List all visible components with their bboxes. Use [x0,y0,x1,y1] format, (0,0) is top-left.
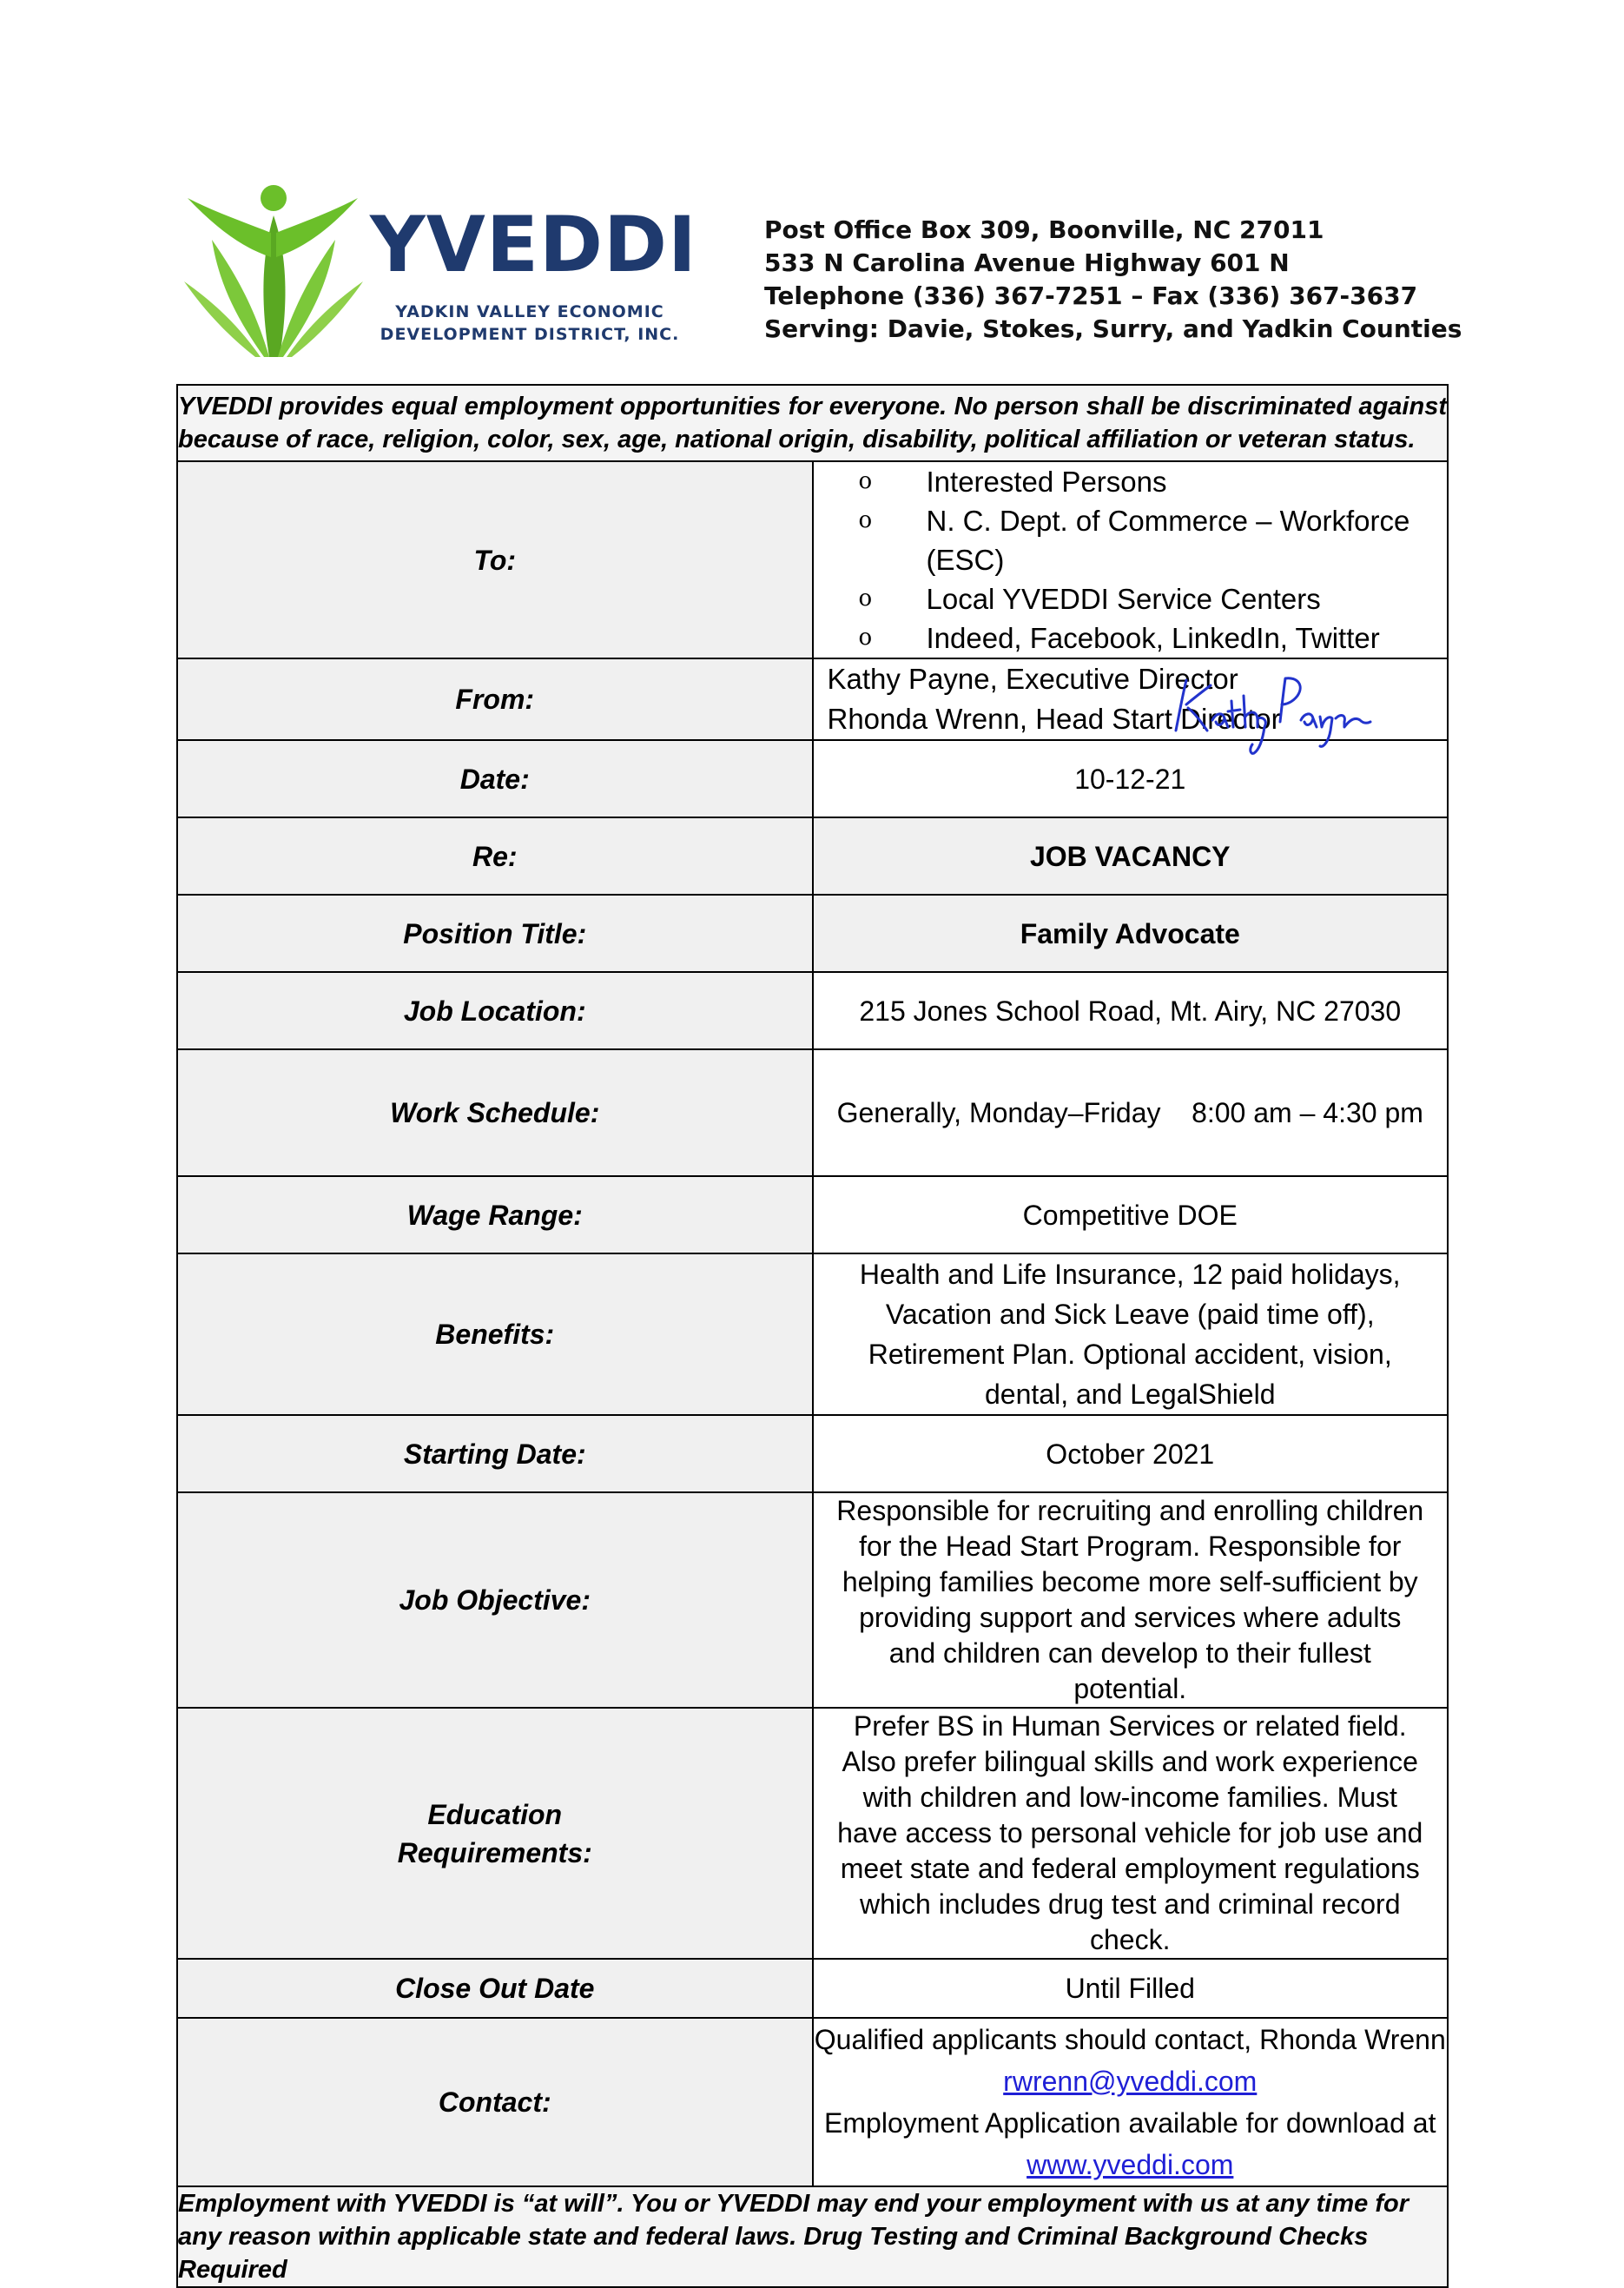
benefits-value: Health and Life Insurance, 12 paid holidays, Vacation and Sick Leave (paid time off), Retirement Plan. Optional accident, vision, dental, and LegalShield [813,1253,1449,1415]
objective-row [177,1492,1448,1708]
education-label-line1: Education [427,1798,563,1830]
contact-line2-text: Employment Application available for download at [824,2107,1436,2139]
address-line1: Post Office Box 309, Boonville, NC 27011 [764,215,1324,244]
website-link[interactable]: www.yveddi.com [1027,2149,1234,2180]
address-line3: Telephone (336) 367-7251 – Fax (336) 367-3637 [764,281,1418,310]
recipient-item [857,618,1448,658]
education-label [177,1708,813,1959]
address-line4: Serving: Davie, Stokes, Surry, and Yadkin Counties [764,314,1462,343]
contact-row [177,2018,1448,2186]
re-row [177,817,1448,895]
eeo-notice: YVEDDI provides equal employment opportunities for everyone. No person shall be discriminated against because of race, religion, color, sex, age, national origin, disability, political affiliation or veteran status. [177,385,1448,461]
education-row [177,1708,1448,1959]
recipient-list [814,462,1448,658]
leaf-figure-icon [184,179,366,361]
wage-value: Competitive DOE [813,1176,1449,1253]
position-row [177,895,1448,972]
bullet-icon: o [858,625,873,651]
closeout-label: Close Out Date [177,1959,813,2018]
re-value: JOB VACANCY [813,817,1449,895]
contact-label: Contact: [177,2018,813,2186]
to-value [813,461,1449,658]
from-line1: Kathy Payne, Executive Director [827,663,1238,695]
position-label: Position Title: [177,895,813,972]
benefits-row [177,1253,1448,1415]
address-line2: 533 N Carolina Avenue Highway 601 N [764,248,1290,277]
date-label: Date: [177,740,813,817]
bullet-icon: o [858,585,873,612]
schedule-row [177,1049,1448,1176]
objective-label: Job Objective: [177,1492,813,1708]
schedule-label: Work Schedule: [177,1049,813,1176]
contact-line1-text: Qualified applicants should contact, Rhonda Wrenn [814,2024,1446,2055]
signature-icon [1167,670,1376,757]
contact-line2 [814,2102,1448,2186]
education-label-line2: Requirements: [397,1836,592,1868]
closeout-value: Until Filled [813,1959,1449,2018]
footer-notice-row [177,2186,1448,2287]
wage-label: Wage Range: [177,1176,813,1253]
re-label: Re: [177,817,813,895]
address-block [764,214,1462,346]
location-value: 215 Jones School Road, Mt. Airy, NC 27030 [813,972,1449,1049]
closeout-row [177,1959,1448,2018]
from-value [813,658,1449,740]
logo-subtitle [373,301,686,346]
recipient-text: Interested Persons [926,466,1167,498]
logo-wordmark: YVEDDI [370,200,697,289]
recipient-item [857,579,1448,618]
benefits-label: Benefits: [177,1253,813,1415]
recipient-text: Indeed, Facebook, LinkedIn, Twitter [926,622,1380,654]
job-vacancy-table [176,384,1449,2288]
logo-subtitle-line1: YADKIN VALLEY ECONOMIC [395,302,664,321]
contact-line1 [814,2019,1448,2102]
letterhead [184,179,1461,361]
recipient-text: N. C. Dept. of Commerce – Workforce (ESC) [926,505,1410,576]
logo-subtitle-line2: DEVELOPMENT DISTRICT, INC. [380,325,680,344]
from-line2: Rhonda Wrenn, Head Start Director [827,703,1281,735]
date-value: 10-12-21 [813,740,1449,817]
position-value: Family Advocate [813,895,1449,972]
start-row [177,1415,1448,1492]
schedule-value: Generally, Monday–Friday 8:00 am – 4:30 pm [813,1049,1449,1176]
bullet-icon: o [858,507,873,533]
start-value: October 2021 [813,1415,1449,1492]
recipient-text: Local YVEDDI Service Centers [926,583,1321,615]
email-link[interactable]: rwrenn@yveddi.com [1003,2066,1258,2097]
location-label: Job Location: [177,972,813,1049]
to-row [177,461,1448,658]
contact-value [813,2018,1449,2186]
wage-row [177,1176,1448,1253]
from-row [177,658,1448,740]
bullet-icon: o [858,468,873,494]
from-label: From: [177,658,813,740]
education-value: Prefer BS in Human Services or related field. Also prefer bilingual skills and work experience with children and low-income families. Must have access to personal vehicle for job use and meet state and federal employment regulations which includes drug test and criminal record check. [813,1708,1449,1959]
eeo-notice-row [177,385,1448,461]
recipient-item [857,462,1448,501]
yveddi-logo [184,179,697,361]
recipient-item [857,501,1448,579]
footer-notice: Employment with YVEDDI is “at will”. You or YVEDDI may end your employment with us at any time for any reason within applicable state and federal laws. Drug Testing and Criminal Background Checks Required [177,2186,1448,2287]
objective-value: Responsible for recruiting and enrolling children for the Head Start Program. Responsible for helping families become more self-sufficient by providing support and services where adults and children can develop to their fullest potential. [813,1492,1449,1708]
to-label: To: [177,461,813,658]
location-row [177,972,1448,1049]
start-label: Starting Date: [177,1415,813,1492]
